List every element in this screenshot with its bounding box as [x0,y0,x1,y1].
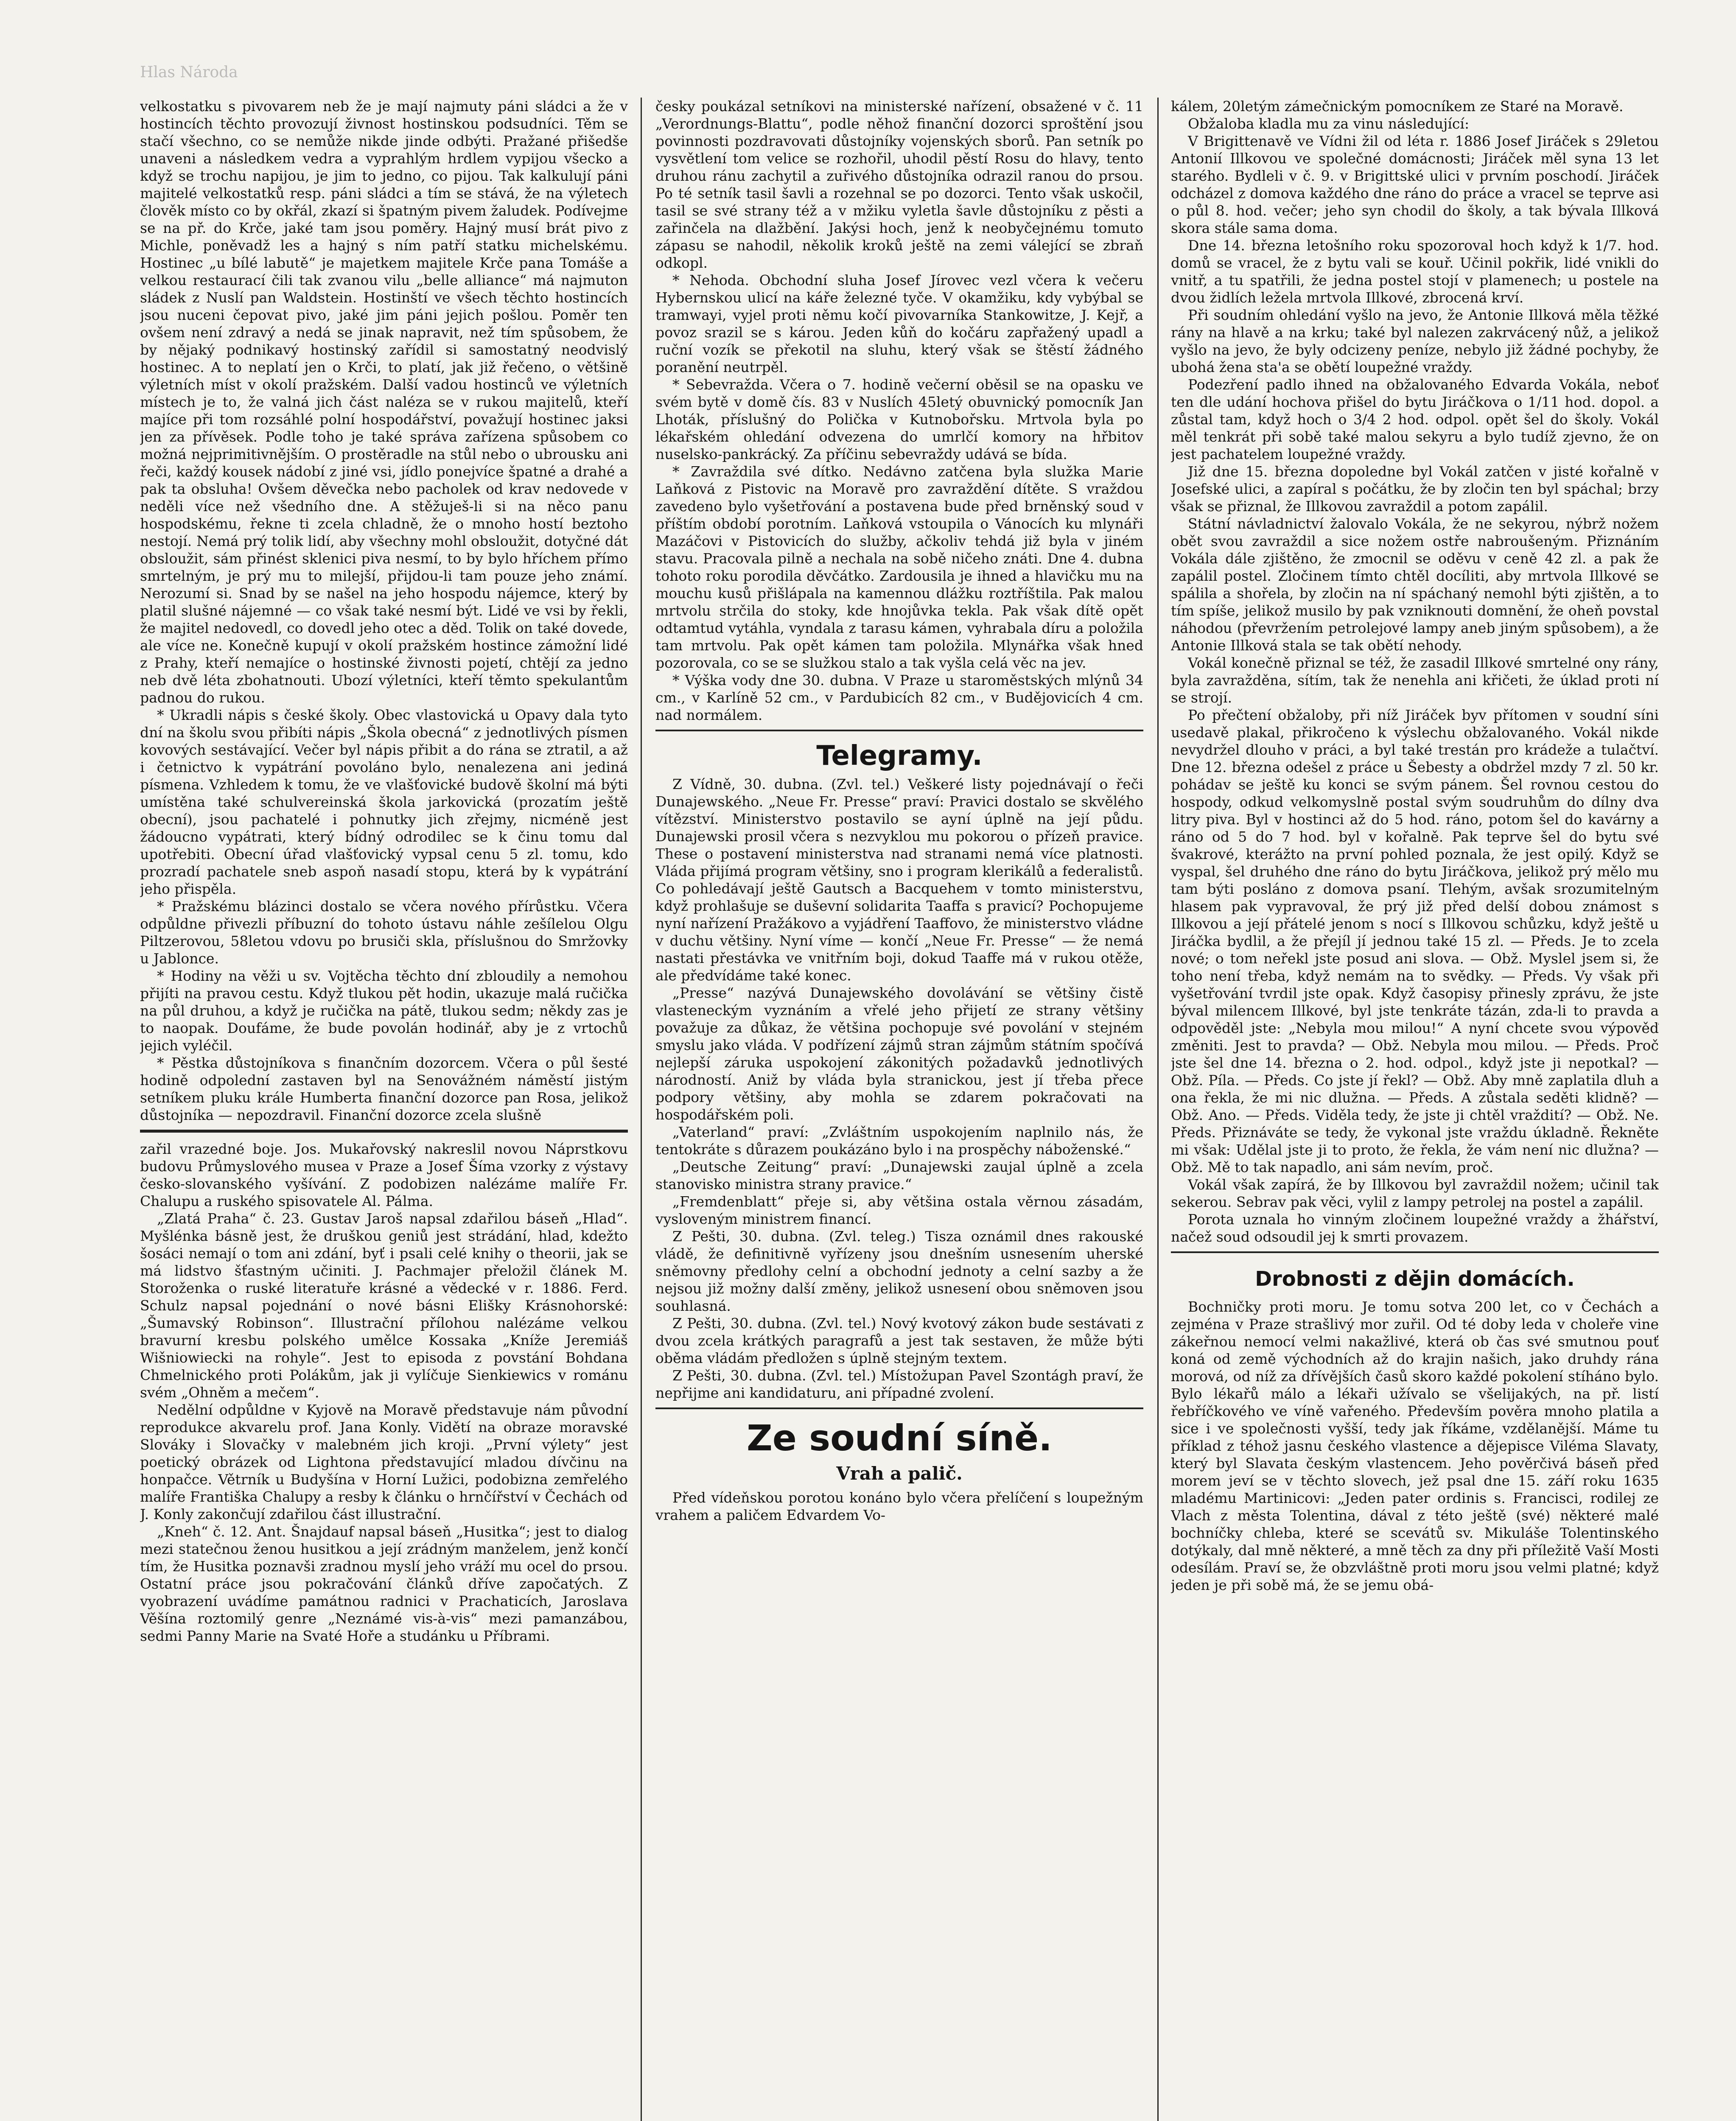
review-paragraph: „Zlatá Praha“ č. 23. Gustav Jaroš napsal zdařilou báseň „Hlad“. Myšlénka básně jest, že druškou geniů jest strádání, hlad, kdežto šosáci nemají o tom ani zdání, byť i psali celé knihy o theorii, jak se má lidstvo šťastným učiniti. J. Pachmajer přeložil článek M. Storoženka o ruské literatuře krásné a vědecké v r. 1886. Ferd. Schulz napsal pojednání o nové básni Elišky Krásnohorské: „Šumavský Robinson“. Illustrační přílohou nalézáme velkou bravurní kresbu polského umělce Kossaka „Kníže Jeremiáš Wišniowiecki na rohyle“. Jest to episoda z povstání Bohdana Chmelnického proti Polákům, jak ji vylíčuje Sienkiewics v románu svém „Ohněm a mečem“. [140,1210,628,1401]
trial-paragraph: Porota uznala ho vinným zločinem loupežné vraždy a žhářství, načež soud odsoudil jej k smrti provazem. [1171,1211,1659,1245]
telegram-paragraph: Z Pešti, 30. dubna. (Zvl. tel.) Místožupan Pavel Szontágh praví, že nepřijme ani kandidaturu, ani případné zvolení. [655,1367,1143,1401]
news-paragraph: * Ukradli nápis s české školy. Obec vlastovická u Opavy dala tyto dní na školu svou přibíti nápis „Škola obecná“ z jednotlivých písmen kovových sestávající. Večer byl nápis přibit a do rána se ztratil, a až i četnictvo k vypátrání povoláno bylo, nenalezena ani jediná písmena. Vzhledem k tomu, že ve vlašťovické budově školní má býti umístěna také schulvereinská škola jarkovická (prozatím ještě obecní), jsou pachatelé i pohnutky jich zřejmy, nicméně jest žádoucno vypátrati, který bídný odrodilec se k činu tomu dal upotřebiti. Obecní úřad vlašťovický vypsal cenu 5 zl. tomu, kdo prozradí pachatele sneb aspoň nasadí stopu, která by k vypátrání jeho přispěla. [140,707,628,897]
news-paragraph: * Pěstka důstojníkova s finančním dozorcem. Včera o půl šesté hodině odpolední zastaven byl na Senovážném náměstí jistým setníkem pluku krále Humberta finanční dozorce pan Rosa, jelikož důstojníka — nepozdravil. Finanční dozorce zcela slušně [140,1055,628,1123]
telegram-paragraph: „Presse“ nazývá Dunajewského dovolávání se většiny čistě vlasteneckým vyznáním a vřelé jeho přijetí ze strany většiny považuje za důkaz, že většina pochopuje své povolání v stejném smyslu jako vláda. V podřízení zájmů stran zájmům státním spočívá nejlepší záruka uspokojení zákonitých požadavků jednotlivých národností. Aniž by vláda byla stranickou, jest jí třeba přece podpory většiny, aby mohla se zdarem pokračovati na hospodářském poli. [655,985,1143,1123]
column-left [140,98,628,1645]
trial-paragraph: Vokál však zapírá, že by Illkovou byl zavraždil nožem; učinil tak sekerou. Sebrav pak věci, vylil z lampy petrolej na postel a zapálil. [1171,1176,1659,1210]
news-paragraph: velkostatku s pivovarem neb že je mají najmuty páni sládci a že v hostincích těchto provozují živnost hostinskou podsudníci. Těm se stačí všechno, co se nemůže nikde jinde odbýti. Pražané přišedše unaveni a následkem vedra a vyprahlým hrdlem vypijou všecko a když se trochu napijou, je jim to jedno, co pijou. Tak kalkulují páni majitelé velkostatků resp. páni sládci a tím se stává, že na výletech člověk místo co by okřál, zkazí si špatným pivem žaludek. Podívejme se na př. do Krče, jaké tam jsou poměry. Hajný musí brát pivo z Michle, poněvadž les a hajný s ním patří statku michelskému. Hostinec „u bílé labutě“ je majetkem majitele Krče pana Tomáše a velkou restaurací čili tak zvanou vilu „belle alliance“ má najmuton sládek z Nuslí pan Waldstein. Hostinští ve všech těchto hostincích jsou nuceni čepovat pivo, jaké jim páni jejich pošlou. Poměr ten ovšem není zdravý a nedá se jinak napravit, než tím spůsobem, že by nějaký podnikavý hostinský zařídil si samostatný neodvislý hostinec. A to neplatí jen o Krči, to platí, jak již řečeno, o většině výletních míst v okolí pražském. Další vadou hostinců ve výletních místech je to, že valná jich část naléza se v rukou majitelů, kteří majíce při tom rozsáhlé polní hospodářství, považují hostinec jaksi jen za přívěsek. Podle toho je také správa zařízena spůsobem co možná nejprimitivnějším. O prostěradle na stůl nebo o ubrousku ani řeči, každý kousek nádobí z jiné vsi, jídlo ponejvíce špatné a drahé a pak ta obsluha! Ovšem děvečka nebo pacholek od krav nedovede v neděli více než všedního dne. A stěžuješ-li si na něco panu hospodskému, řekne ti zcela chladně, že o mnoho hostí beztoho nestojí. Nemá prý tolik lidí, aby všechny mohl obsloužit, dotyčné dát obsloužit, sám přinést sklenici piva nesmí, to by bylo hříchem přímo smrtelným, je prý mu to milejší, přijdou-li tam pouze jeho známí. Nerozumí si. Snad by se našel na jeho hospodu nájemce, který by platil slušné nájemné — co však také nesmí být. Lidé ve vsi by řekli, že majitel nedovedl, co dovedl jeho otec a děd. Tolik on také dovede, ale více ne. Konečně kupují v okolí pražském hostince zámožní lidé z Prahy, kteří nemajíce o hostinské živnosti pojetí, chtějí za jedno neb dvě léta zbohatnouti. Ubozí výletníci, kteří těmto spekulantům padnou do rukou. [140,98,628,706]
column-divider [641,98,642,2121]
trial-paragraph: V Brigittenavě ve Vídni žil od léta r. 1886 Josef Jiráček s 29letou Antonií Illkovou ve společné domácnosti; Jiráček měl syna 13 let starého. Bydleli v č. 9. v Brigittské ulici v prvním poschodí. Jiráček odcházel z domova každého dne ráno do práce a vracel se teprve asi o půl 8. hod. večer; jeho syn chodil do školy, a tak bývala Illková skora stále sama doma. [1171,133,1659,236]
telegram-paragraph: „Vaterland“ praví: „Zvláštním uspokojením naplnilo nás, že tentokráte s důrazem poukázáno bylo i na prospěchy náboženské.“ [655,1124,1143,1158]
trial-paragraph: Dne 14. března letošního roku spozoroval hoch když k 1/7. hod. domů se vracel, že z bytu vali se kouř. Učinil pokřik, lidé vnikli do vnitř, a tu spatřili, že jedna postel stojí v plamenech; u postele na dvou židlích ležela mrtvola Illkové, zbrocená krví. [1171,237,1659,306]
telegram-paragraph: „Fremdenblatt“ přeje si, aby většina ostala věrnou zásadám, vysloveným ministrem financí. [655,1193,1143,1227]
section-divider [655,1407,1143,1409]
trial-paragraph: Při soudním ohledání vyšlo na jevo, že Antonie Illková měla těžké rány na hlavě a na krku; také byl nalezen zakrvácený nůž, a jelikož vyšlo na jevo, že byly odcizeny peníze, nebylo již žádné pochyby, že ubohá žena sta'a se obětí loupežné vraždy. [1171,307,1659,375]
news-paragraph: * Pražskému blázinci dostalo se včera nového přírůstku. Včera odpůldne přivezli příbuzní do tohoto ústavu náhle zešílelou Olgu Piltzerovou, 58letou vdovu po brusiči skla, příslušnou do Smržovky u Jablonce. [140,898,628,967]
review-paragraph: Nedělní odpůldne v Kyjově na Moravě představuje nám původní reprodukce akvarelu prof. Jana Konly. Vidětí na obraze moravské Slováky i Slovačky v malebném jich kroji. „První výlety“ jest poetický obrázek od Lightona představující mladou dívčinu na honpačce. Větrník u Budyšína v Horní Lužici, podobizna zemřelého malíře Františka Chalupy a resby k článku o hrnčířství v Čechách od J. Konly zakončují zdařilou část illustrační. [140,1402,628,1522]
trial-paragraph: kálem, 20letým zámečnickým pomocníkem ze Staré na Moravě. [1171,98,1624,115]
section-divider [1171,1251,1659,1253]
trial-paragraph: Po přečtení obžaloby, při níž Jiráček byv přítomen v soudní síni usedavě plakal, přikročeno k výslechu obžalovaného. Vokál nikde nevydržel dlouho v práci, a byl také trestán pro krádeže a tulačtví. Dne 12. března odešel z práce u Šebesty a obdržel mzdy 7 zl. 50 kr. pohádav se ještě ku konci se svým pánem. Šel rovnou cestou do hospody, odkud velkomyslně postal svým soudruhům do dílny dva litry piva. Byl v hostinci až do 5 hod. ráno, potom šel do kavárny a ráno od 5 do 7 hod. byl v kořalně. Pak teprve šel do bytu své švakrové, kterážto na první pohled poznala, že jest opilý. Když se vyspal, šel druhého dne ráno do bytu Jiráčkova, jelikož prý mělo mu tam býti posláno z domova psaní. Tlehým, avšak srozumitelným hlasem pak vypravoval, že prý již před delší dobou známost s Illkovou a její přátelé jenom s nocí s Illkovou schůzku, když ještě u Jiráčka bydlil, a že přejíl jí jednou také 15 zl. — Předs. Je to zcela nové; o tom neřekl jste posud ani slova. — Obž. Myslel jsem si, že toho není třeba, když nemám na to svědky. — Předs. Vy však při vyšetřování tvrdil jste opak. Když časopisy přinesly zprávu, že jste býval milencem Illkové, byl jste tenkráte tázán, zda-li to pravda a odpověděl jste: „Nebyla mou milou!“ A nyní chcete svou výpověď změniti. Jest to pravda? — Obž. Nebyla mou milou. — Předs. Proč jste šel dne 14. března o 2. hod. odpol., když jste ji nepotkal? — Obž. Píla. — Předs. Co jste jí řekl? — Obž. Aby mně zaplatila dluh a ona řekla, že mi nic dlužna. — Předs. A zůstala seděti klidně? — Obž. Ano. — Předs. Viděla tedy, že jste ji chtěl vraždití? — Obž. Ne. Předs. Přiznáváte se tedy, že vykonal jste vraždu úkladně. Řekněte mi však: Udělal jste ji to proto, že řekla, že vám není nic dlužna? — Obž. Mě to tak napadlo, ani sám nevím, proč. [1171,707,1659,1175]
review-paragraph: zařil vrazedné boje. Jos. Mukařovský nakreslil novou Náprstkovu budovu Průmyslového musea v Praze a Josef Šíma vzorky z výstavy česko-slovanského vyšívání. Z podobizen nalézáme malíře Fr. Chalupu a ruského spisovatele Al. Pálma. [140,1141,628,1209]
column-right [1171,98,1659,1594]
soud-subheading: Vrah a palič. [836,1463,963,1484]
news-paragraph: * Výška vody dne 30. dubna. V Praze u staroměstských mlýnů 34 cm., v Karlíně 52 cm., v Pardubicích 82 cm., v Budějovicích 4 cm. nad normálem. [655,672,1143,723]
trial-paragraph: Podezření padlo ihned na obžalovaného Edvarda Vokála, neboť ten dle udání hochova přišel do bytu Jiráčkova o 1/11 hod. dopol. a zůstal tam, když hoch o 3/4 2 hod. odpol. opět šel do školy. Vokál měl tenkrát při sobě také malou sekyru a bylo tudíž zjevno, že on jest pachatelem loupežné vraždy. [1171,376,1659,462]
news-paragraph: * Nehoda. Obchodní sluha Josef Jírovec vezl včera k večeru Hybernskou ulicí na káře železné tyče. V okamžiku, kdy vybýbal se tramwayi, vyjel proti němu kočí pivovarníka Stankowitze, J. Kejř, a povoz srazil se s károu. Jeden kůň do kočáru zapřažený upadl a ruční vozík se překotil na sluhu, který však se štěstí žádného poranění neutrpěl. [655,272,1143,375]
faded-masthead: Hlas Národa [140,64,238,81]
trial-paragraph: Obžaloba kladla mu za vinu následující: [1188,115,1470,132]
drobnosti-text: Bochničky proti moru. Je tomu sotva 200 let, co v Čechách a zejména v Praze strašlivý mor zuřil. Od té doby leda v choleře vine zákeřnou nemocí velmi nakažlivé, která ob čas své smutnou pouť koná od země východních až do krajin našich, jako druhdy rána morová, od níž za dřívějších časů skoro každé pokolení stíháno bylo. Bylo lékařů málo a lékaři užívalo se všelijakých, na př. listí řebříčkového ve víně vařeného. Především pověra mnoho platila a sice i ve společnosti vyšší, tedy jak říkáme, vzdělanější. Máme tu příklad z téhož jasnu českého vlastence a dějepisce Viléma Slavaty, který byl Slavata českým vlastencem. Jeho pověrčivá báseň před morem jeví se v těchto slovech, jež psal dne 15. září roku 1635 mladému Martinicovi: „Jeden pater ordinis s. Francisci, rodilej ze Vlach z města Tolentina, dával z této ještě (své) některé malé bochníčky chleba, které se scevátů sv. Mikuláše Tolentinského dotýkaly, dal mně některé, a mně těch za dny při příležitě Vaší Mosti odesílám. Praví se, že obzvláštně proti moru jsou velmi platné; když jeden je při sobě má, že se jemu obá- [1171,1298,1659,1593]
soud-heading: Ze soudní síně. [746,1417,1053,1459]
section-divider [140,1130,628,1133]
news-paragraph: * Zavraždila své dítko. Nedávno zatčena byla služka Marie Laňková z Pistovic na Moravě pro zavraždění dítěte. S vraždou zavedeno bylo vyšetřování a postavena bude před brněnský soud v příštím období porotním. Laňková vstoupila o Vánocích ku mlynáři Mazáčovi v Pistovicích do služby, ačkoliv tehdá již byla v jiném stavu. Pracovala pilně a nechala na sobě ničeho znáti. Dne 4. dubna tohoto roku porodila děvčátko. Zardousila je ihned a hlavičku mu na mouchu kusů přišlápala na kamennou dlážku roztříštila. Pak malou mrtvolu strčila do stoky, kde hnojůvka tekla. Pak však dítě opět odtamtud vytáhla, vyndala z tarasu kámen, vyhrabala díru a položila tam mrtvolu. Pak opět kámen tam položila. Mlynářka však hned pozorovala, co se se služkou stalo a tak vyšla celá věc na jev. [655,463,1143,671]
telegram-paragraph: Z Pešti, 30. dubna. (Zvl. tel.) Nový kvotový zákon bude sestávati z dvou zcela krátkých paragrafů a jest tak sestaven, že může býti oběma vládám předložen s úplně stejným textem. [655,1315,1143,1366]
trial-paragraph: Státní návladnictví žalovalo Vokála, že ne sekyrou, nýbrž nožem obět svou zavraždil a sice nožem ostře nabroušeným. Přiznáním Vokála dále zjištěno, že zmocnil se oděvu v ceně 42 zl. a pak že zapálil postel. Zločinem tímto chtěl docíliti, aby mrtvola Illkové se spálila a shořela, by zločin na ní spáchaný nemohl býti zjištěn, a to tím spíše, jelikož musilo by pak vzniknouti domnění, že oheň povstal náhodou (převržením petrolejové lampy aneb jiným spůsobem), a že Antonie Illková stala se tak obětí nehody. [1171,515,1659,654]
telegramy-heading: Telegramy. [816,740,983,772]
telegram-paragraph: Z Pešti, 30. dubna. (Zvl. teleg.) Tisza oznámil dnes rakouské vládě, že definitivně vyřízeny jsou dnešním usnesením uherské sněmovny předlohy celní a obchodní jednoty a celní sazby a že nejsou již možny další změny, jelikož usnesení obou sněmoven jsou souhlasná. [655,1228,1143,1314]
telegram-paragraph: „Deutsche Zeitung“ praví: „Dunajewski zaujal úplně a zcela stanovisko ministra strany pravice.“ [655,1158,1143,1192]
column-divider [1157,98,1159,2121]
section-divider [655,730,1143,731]
column-middle [655,98,1143,1524]
newspaper-page [140,98,1659,2121]
trial-paragraph: Již dne 15. března dopoledne byl Vokál zatčen v jisté kořalně v Josefské ulici, a zapíral s počátku, že by zločin ten byl spáchal; brzy však se přiznal, že Illkovou zavraždil a potom zapálil. [1171,463,1659,515]
drobnosti-heading: Drobnosti z dějin domácích. [1255,1267,1575,1291]
trial-paragraph: Vokál konečně přiznal se též, že zasadil Illkové smrtelné ony rány, byla zavražděna, sítím, tak že nenehla ani křičeti, že úklad proti ní se strojí. [1171,655,1659,706]
news-paragraph: * Sebevražda. Včera o 7. hodině večerní oběsil se na opasku ve svém bytě v domě čís. 83 v Nuslích 45letý obuvnický pomocník Jan Lhoták, příslušný do Polička v Kutnobořsku. Mrtvola byla po lékařském ohledání odvezena do umrlčí komory na hřbitov nuselsko-pankrácký. Za příčinu sebevraždy udává se bída. [655,376,1143,462]
news-paragraph: česky poukázal setníkovi na ministerské nařízení, obsažené v č. 11 „Verordnungs-Blattu“, podle něhož finanční dozorci sproštění jsou povinnosti pozdravovati důstojníky vojenských sborů. Pan setník po vysvětlení tom velice se rozhořil, uhodil pěstí Rosu do hlavy, tento druhou ránu zachytil a zuřivého důstojníka odrazil ranou do prsou. Po té setník tasil šavli a rozehnal se po dozorci. Tento však uskočil, tasil se své strany též a v mžiku vyletla šavle důstojníku z pěsti a zařinčela na dlažbění. Jakýsi hoch, jenž k neobyčejnému tomuto zápasu se nahodil, několik kroků ještě na zemi válející se zbraň odkopl. [655,98,1143,271]
review-paragraph: „Kneh“ č. 12. Ant. Šnajdauf napsal báseň „Husitka“; jest to dialog mezi statečnou ženou husitkou a její zrádným manželem, jenž končí tím, že Husitka poznavši zradnou myslí jeho vráží mu ocel do prsou. Ostatní práce jsou pokračování článků dříve započatých. Z vyobrazení uvádíme památnou radnici v Prachaticích, Jaroslava Věšína roztomilý genre „Neznámé vis-à-vis“ mezi pamanzábou, sedmi Panny Marie na Svaté Hoře a studánku u Příbrami. [140,1523,628,1644]
news-paragraph: * Hodiny na věži u sv. Vojtěcha těchto dní zbloudily a nemohou přijíti na pravou cestu. Když tlukou pět hodin, ukazuje malá ručička na půl druhou, a když je ručička na pátě, tlukou sedm; někdy zas je to naopak. Doufáme, že bude povolán hodinář, aby je z vrtochů jejich vyléčil. [140,968,628,1054]
soud-intro: Před vídeňskou porotou konáno bylo včera přelíčení s loupežným vrahem a paličem Edvardem Vo- [655,1489,1143,1523]
telegram-paragraph: Z Vídně, 30. dubna. (Zvl. tel.) Veškeré listy pojednávají o řeči Dunajewského. „Neue Fr. Presse“ praví: Pravici dostalo se skvělého vítězství. Ministerstvo postavilo se ayní úplně na její půdu. Dunajewski prosil včera s nezvyklou mu pokorou o přízeň pravice. These o postavení ministerstva nad stranami nemá více platnosti. Vláda přijímá program většiny, sno i program klerikálů a federalistů. Co pohledávají ještě Gautsch a Bacquehem v tomto ministerstvu, když prohlašuje se duševní solidarita Taaffa s pravicí? Pochopujeme nyní nařízení Pražákovo a vyjádření Taaffovo, že ministerstvo vládne v duchu většiny. Nyní víme — končí „Neue Fr. Presse“ — že nemá nastati přestávka ve vnitřním boji, dokud Taaffe má v rukou otěže, ale předvídáme také konec. [655,776,1143,984]
